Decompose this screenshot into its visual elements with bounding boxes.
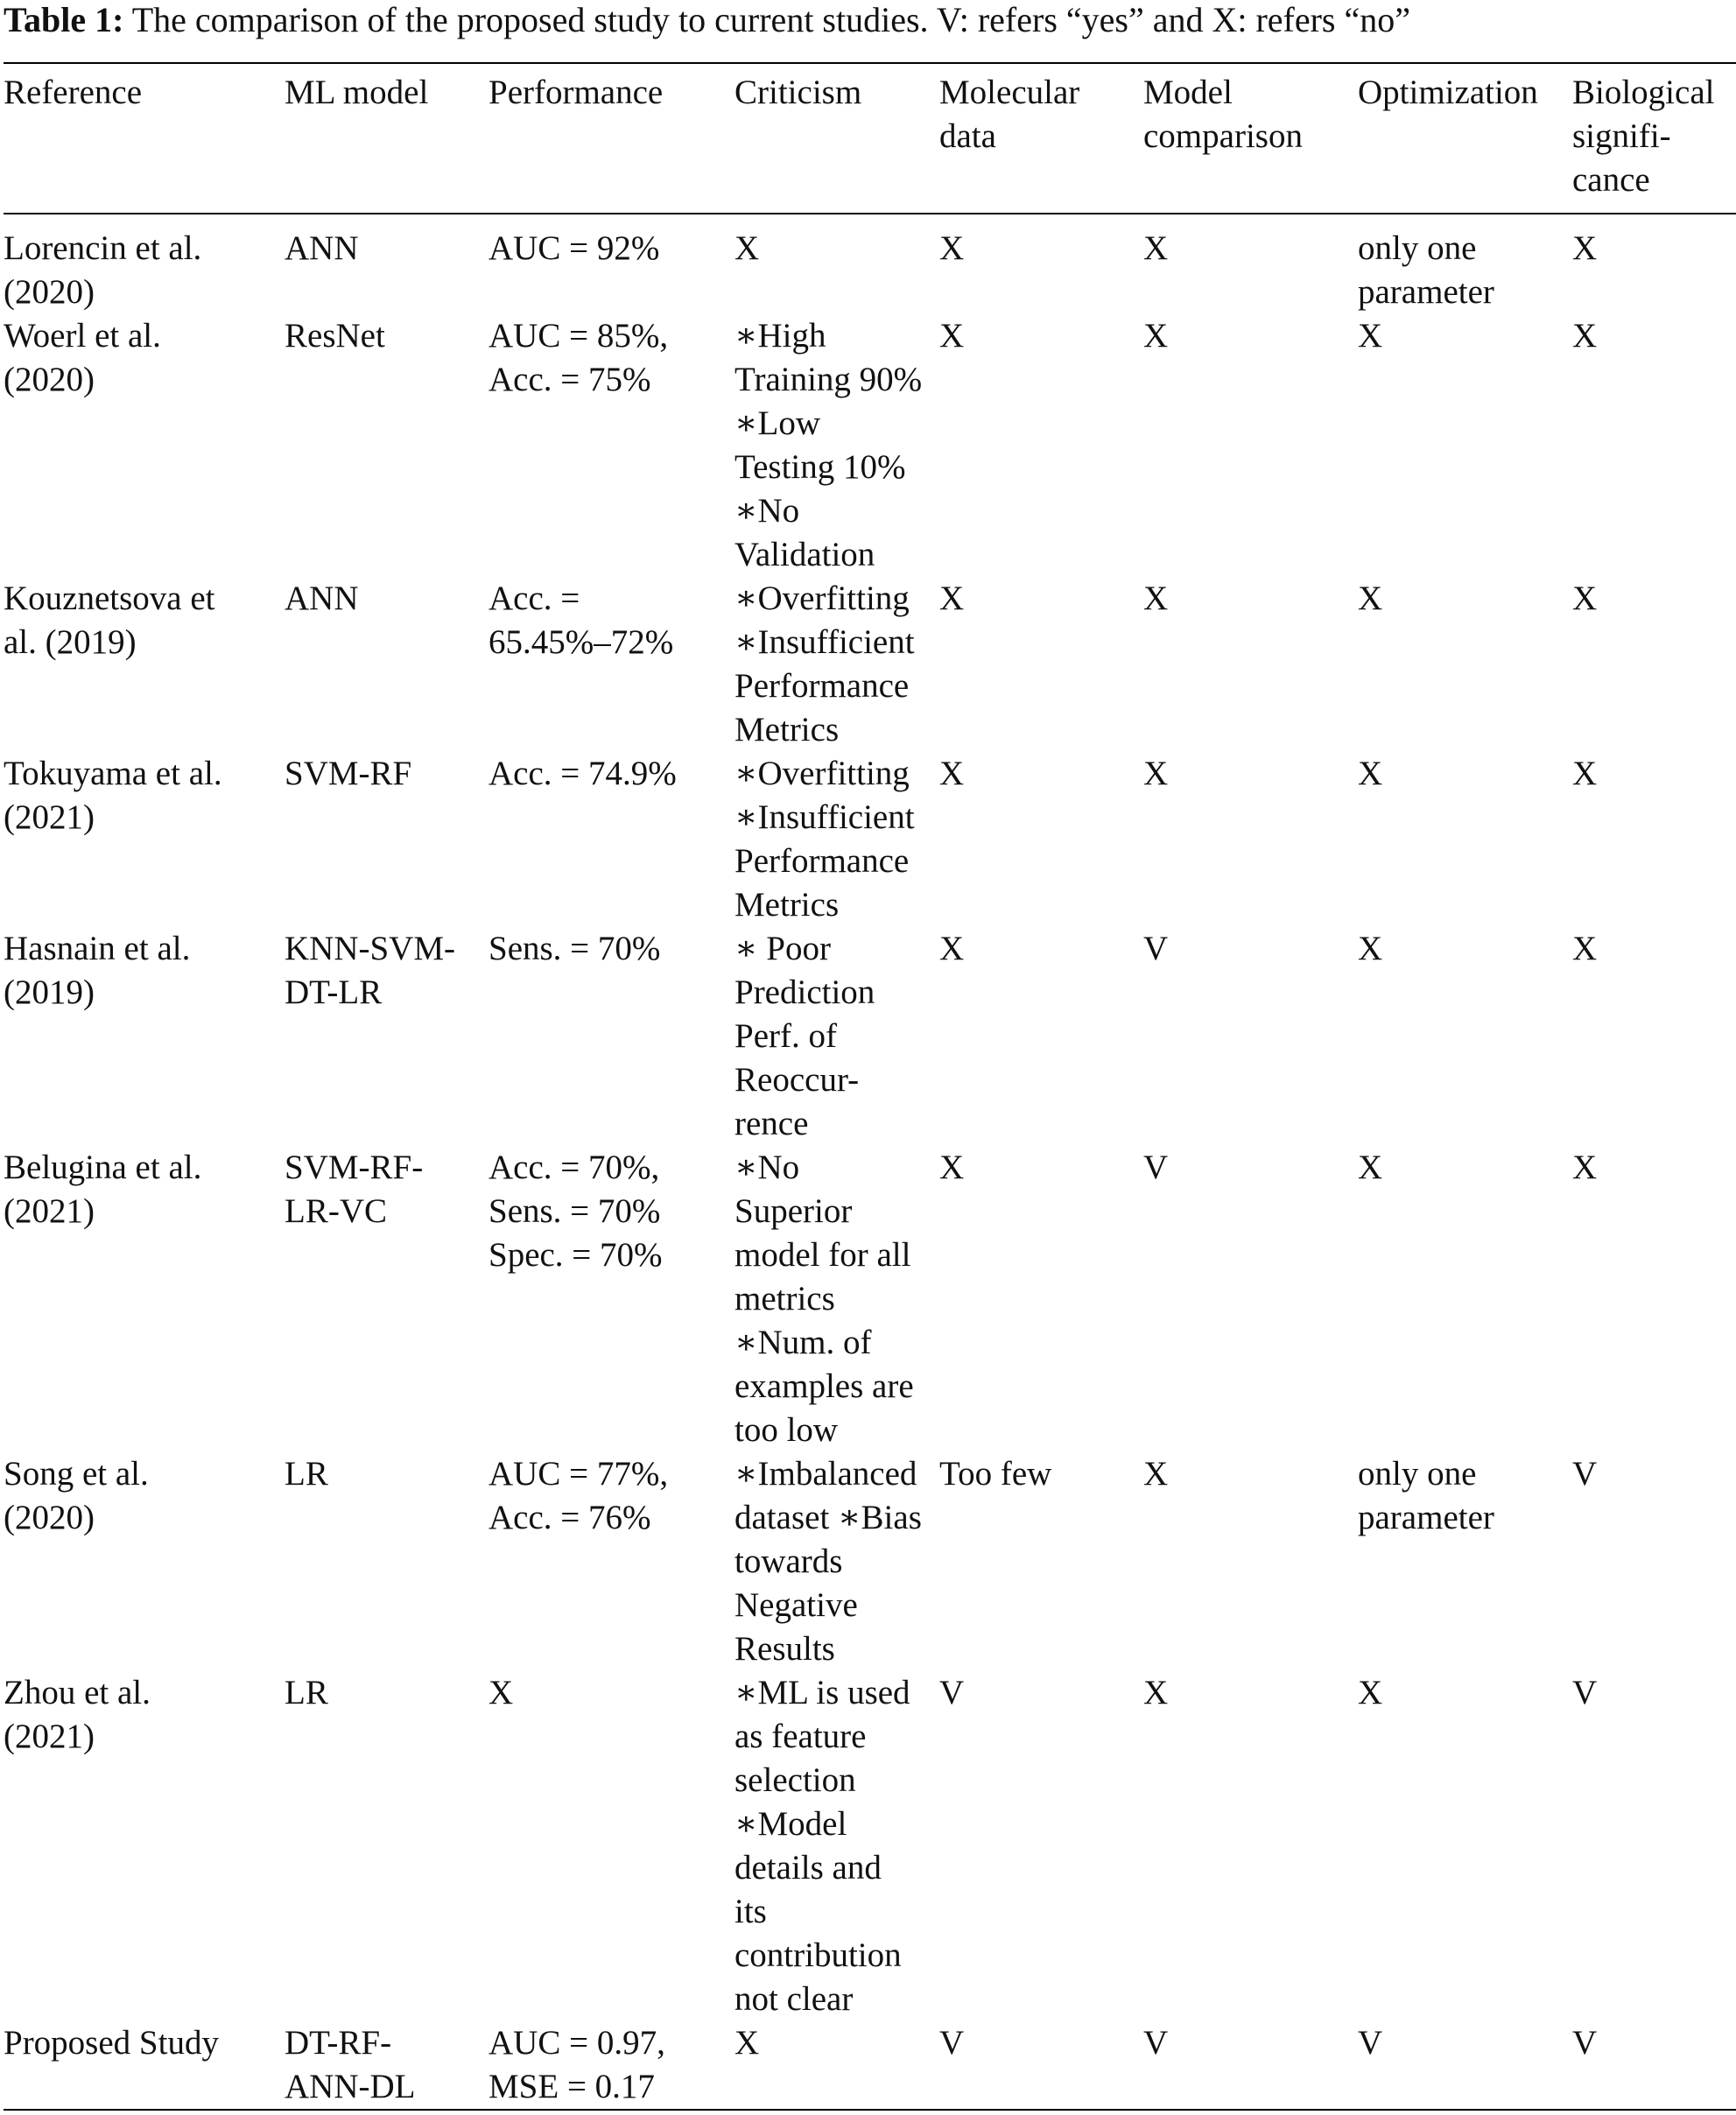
- cell-optimization-line: parameter: [1358, 273, 1494, 311]
- cell-reference: [4, 1452, 285, 1671]
- cell-reference: [4, 314, 285, 577]
- cell-optimization: [1358, 2021, 1572, 2110]
- cell-criticism-line: ∗Insufficient: [734, 798, 915, 836]
- cell-criticism-line: selection: [734, 1761, 856, 1799]
- cell-reference-line: (2019): [4, 973, 95, 1011]
- cell-optimization-line: X: [1358, 317, 1383, 355]
- cell-optimization: [1358, 752, 1572, 927]
- cell-biological-significance-line: X: [1572, 580, 1598, 617]
- cell-reference-line: Zhou et al.: [4, 1674, 151, 1711]
- cell-performance-line: AUC = 92%: [488, 229, 660, 267]
- cell-reference-line: (2020): [4, 1499, 95, 1536]
- header-model-comparison-line: Model: [1143, 74, 1233, 111]
- cell-criticism-line: too low: [734, 1411, 839, 1449]
- cell-biological-significance-line: X: [1572, 755, 1598, 792]
- cell-criticism: [734, 314, 939, 577]
- cell-reference: [4, 2021, 285, 2110]
- header-biological-significance-line: cance: [1572, 161, 1650, 199]
- header-biological-significance: [1572, 63, 1736, 214]
- cell-reference-line: (2020): [4, 361, 95, 398]
- cell-criticism-line: ∗Num. of: [734, 1324, 872, 1361]
- cell-ml-model: [285, 1452, 488, 1671]
- cell-reference-line: (2021): [4, 1718, 95, 1755]
- cell-criticism-line: ∗No: [734, 1149, 800, 1186]
- cell-criticism-line: dataset ∗Bias: [734, 1499, 922, 1536]
- header-ml-model-line: ML model: [285, 74, 429, 111]
- cell-performance-line: MSE = 0.17: [488, 2068, 655, 2105]
- cell-ml-model-line: ANN-DL: [285, 2068, 416, 2105]
- cell-molecular-data-line: X: [939, 1149, 965, 1186]
- cell-reference: [4, 577, 285, 752]
- cell-performance-line: AUC = 77%,: [488, 1455, 669, 1493]
- header-model-comparison-line: comparison: [1143, 117, 1303, 155]
- header-criticism-line: Criticism: [734, 74, 862, 111]
- cell-ml-model-line: LR-VC: [285, 1192, 387, 1230]
- cell-criticism-line: as feature: [734, 1718, 867, 1755]
- cell-ml-model-line: ResNet: [285, 317, 385, 355]
- cell-model-comparison-line: X: [1143, 580, 1169, 617]
- cell-reference-line: Proposed Study: [4, 2024, 219, 2062]
- header-reference-line: Reference: [4, 74, 143, 111]
- cell-criticism-line: ∗Model: [734, 1805, 847, 1843]
- cell-optimization-line: only one: [1358, 229, 1477, 267]
- cell-criticism-line: ∗Imbalanced: [734, 1455, 917, 1493]
- cell-criticism: [734, 752, 939, 927]
- cell-performance: [488, 1452, 734, 1671]
- cell-molecular-data: [939, 752, 1143, 927]
- cell-model-comparison: [1143, 1146, 1358, 1452]
- cell-performance: [488, 577, 734, 752]
- table-row: [4, 1146, 1736, 1452]
- cell-molecular-data: [939, 1671, 1143, 2021]
- cell-reference-line: Kouznetsova et: [4, 580, 215, 617]
- cell-biological-significance: [1572, 577, 1736, 752]
- cell-biological-significance: [1572, 927, 1736, 1146]
- table-row: [4, 927, 1736, 1146]
- cell-molecular-data-line: X: [939, 229, 965, 267]
- cell-molecular-data: [939, 1146, 1143, 1452]
- cell-performance-line: Acc. = 70%,: [488, 1149, 660, 1186]
- cell-biological-significance-line: X: [1572, 930, 1598, 967]
- cell-criticism-line: X: [734, 229, 760, 267]
- cell-criticism: [734, 927, 939, 1146]
- cell-ml-model-line: LR: [285, 1674, 328, 1711]
- cell-criticism-line: Validation: [734, 536, 875, 573]
- cell-optimization-line: X: [1358, 755, 1383, 792]
- header-molecular-data-line: Molecular: [939, 74, 1080, 111]
- cell-molecular-data: [939, 577, 1143, 752]
- cell-model-comparison: [1143, 1671, 1358, 2021]
- cell-ml-model-line: DT-LR: [285, 973, 383, 1011]
- cell-reference-line: Song et al.: [4, 1455, 149, 1493]
- cell-criticism-line: ∗ Poor: [734, 930, 831, 967]
- cell-optimization: [1358, 1671, 1572, 2021]
- cell-reference: [4, 927, 285, 1146]
- cell-ml-model-line: ANN: [285, 229, 359, 267]
- cell-molecular-data-line: V: [939, 2024, 965, 2062]
- cell-molecular-data: [939, 314, 1143, 577]
- cell-model-comparison-line: X: [1143, 317, 1169, 355]
- cell-performance-line: Acc. = 74.9%: [488, 755, 677, 792]
- cell-performance: [488, 314, 734, 577]
- table-row: [4, 577, 1736, 752]
- cell-criticism-line: ∗Low: [734, 404, 820, 442]
- cell-optimization: [1358, 1452, 1572, 1671]
- cell-criticism-line: ∗Overfitting: [734, 580, 910, 617]
- cell-biological-significance: [1572, 1146, 1736, 1452]
- cell-biological-significance-line: X: [1572, 1149, 1598, 1186]
- cell-criticism-line: rence: [734, 1105, 809, 1142]
- cell-criticism-line: model for all: [734, 1236, 911, 1274]
- table-body: [4, 214, 1736, 2110]
- cell-criticism-line: Performance: [734, 667, 910, 705]
- table-row: [4, 314, 1736, 577]
- header-molecular-data: [939, 63, 1143, 214]
- cell-reference-line: Woerl et al.: [4, 317, 161, 355]
- cell-biological-significance-line: X: [1572, 229, 1598, 267]
- cell-criticism-line: Results: [734, 1630, 835, 1668]
- cell-criticism-line: towards: [734, 1542, 843, 1580]
- cell-model-comparison-line: X: [1143, 1455, 1169, 1493]
- cell-optimization-line: only one: [1358, 1455, 1477, 1493]
- cell-ml-model: [285, 577, 488, 752]
- cell-criticism-line: ∗No: [734, 492, 800, 530]
- cell-model-comparison: [1143, 927, 1358, 1146]
- cell-criticism: [734, 214, 939, 314]
- cell-criticism-line: ∗Insufficient: [734, 623, 915, 661]
- header-optimization: [1358, 63, 1572, 214]
- table-header-row: [4, 63, 1736, 214]
- cell-model-comparison-line: X: [1143, 229, 1169, 267]
- cell-optimization: [1358, 577, 1572, 752]
- cell-biological-significance-line: X: [1572, 317, 1598, 355]
- cell-criticism-line: X: [734, 2024, 760, 2062]
- cell-criticism-line: its: [734, 1893, 767, 1930]
- cell-model-comparison: [1143, 1452, 1358, 1671]
- cell-performance-line: Sens. = 70%: [488, 930, 661, 967]
- cell-criticism-line: details and: [734, 1849, 882, 1887]
- cell-reference-line: Tokuyama et al.: [4, 755, 222, 792]
- cell-ml-model: [285, 2021, 488, 2110]
- cell-model-comparison: [1143, 214, 1358, 314]
- header-reference: [4, 63, 285, 214]
- cell-criticism-line: ∗Overfitting: [734, 755, 910, 792]
- cell-reference-line: (2021): [4, 1192, 95, 1230]
- cell-ml-model: [285, 214, 488, 314]
- cell-criticism-line: Metrics: [734, 886, 840, 924]
- cell-criticism: [734, 1671, 939, 2021]
- cell-model-comparison-line: X: [1143, 1674, 1169, 1711]
- cell-biological-significance: [1572, 752, 1736, 927]
- cell-biological-significance: [1572, 2021, 1736, 2110]
- cell-biological-significance-line: V: [1572, 1455, 1598, 1493]
- cell-ml-model: [285, 752, 488, 927]
- table-row: [4, 2021, 1736, 2110]
- cell-model-comparison-line: V: [1143, 930, 1169, 967]
- cell-optimization-line: X: [1358, 930, 1383, 967]
- cell-model-comparison: [1143, 577, 1358, 752]
- cell-criticism-line: ∗ML is used: [734, 1674, 910, 1711]
- cell-criticism-line: Superior: [734, 1192, 853, 1230]
- cell-biological-significance-line: V: [1572, 1674, 1598, 1711]
- cell-performance-line: Acc. = 75%: [488, 361, 651, 398]
- cell-reference-line: (2020): [4, 273, 95, 311]
- cell-criticism: [734, 1146, 939, 1452]
- cell-ml-model: [285, 314, 488, 577]
- cell-model-comparison-line: V: [1143, 2024, 1169, 2062]
- cell-molecular-data-line: X: [939, 317, 965, 355]
- cell-reference: [4, 214, 285, 314]
- cell-criticism-line: Negative: [734, 1586, 858, 1624]
- comparison-table: [4, 62, 1736, 2111]
- header-ml-model: [285, 63, 488, 214]
- cell-optimization-line: X: [1358, 1149, 1383, 1186]
- header-molecular-data-line: data: [939, 117, 996, 155]
- cell-criticism: [734, 577, 939, 752]
- cell-molecular-data: [939, 214, 1143, 314]
- cell-ml-model-line: LR: [285, 1455, 328, 1493]
- cell-performance: [488, 1146, 734, 1452]
- cell-ml-model-line: SVM-RF: [285, 755, 412, 792]
- table-caption-text: The comparison of the proposed study to current studies. V: refers “yes” and X: refers “no”: [131, 0, 1411, 39]
- cell-biological-significance-line: V: [1572, 2024, 1598, 2062]
- cell-molecular-data-line: V: [939, 1674, 965, 1711]
- cell-criticism-line: not clear: [734, 1980, 854, 2018]
- cell-molecular-data: [939, 927, 1143, 1146]
- cell-molecular-data-line: X: [939, 930, 965, 967]
- cell-model-comparison-line: V: [1143, 1149, 1169, 1186]
- header-biological-significance-line: signifi-: [1572, 117, 1671, 155]
- cell-criticism-line: Reoccur-: [734, 1061, 860, 1099]
- cell-reference-line: Hasnain et al.: [4, 930, 191, 967]
- cell-molecular-data: [939, 1452, 1143, 1671]
- cell-reference: [4, 1146, 285, 1452]
- cell-performance: [488, 214, 734, 314]
- cell-optimization-line: V: [1358, 2024, 1383, 2062]
- cell-optimization: [1358, 214, 1572, 314]
- table-row: [4, 752, 1736, 927]
- cell-reference-line: Lorencin et al.: [4, 229, 202, 267]
- cell-optimization-line: X: [1358, 1674, 1383, 1711]
- cell-performance-line: AUC = 0.97,: [488, 2024, 665, 2062]
- cell-performance-line: X: [488, 1674, 514, 1711]
- cell-reference: [4, 752, 285, 927]
- cell-criticism: [734, 2021, 939, 2110]
- cell-criticism-line: metrics: [734, 1280, 835, 1317]
- cell-criticism-line: Testing 10%: [734, 448, 906, 486]
- cell-ml-model: [285, 1146, 488, 1452]
- table-row: [4, 1671, 1736, 2021]
- cell-performance-line: Acc. =: [488, 580, 580, 617]
- cell-criticism-line: Training 90%: [734, 361, 923, 398]
- cell-ml-model: [285, 927, 488, 1146]
- cell-model-comparison: [1143, 314, 1358, 577]
- cell-criticism-line: contribution: [734, 1936, 902, 1974]
- cell-biological-significance: [1572, 214, 1736, 314]
- cell-molecular-data-line: Too few: [939, 1455, 1052, 1493]
- cell-biological-significance: [1572, 1671, 1736, 2021]
- cell-criticism-line: Prediction: [734, 973, 875, 1011]
- cell-performance-line: Sens. = 70%: [488, 1192, 661, 1230]
- cell-reference-line: Belugina et al.: [4, 1149, 202, 1186]
- table-row: [4, 1452, 1736, 1671]
- cell-reference-line: (2021): [4, 798, 95, 836]
- cell-optimization-line: parameter: [1358, 1499, 1494, 1536]
- cell-performance-line: AUC = 85%,: [488, 317, 669, 355]
- cell-optimization: [1358, 927, 1572, 1146]
- cell-ml-model-line: DT-RF-: [285, 2024, 392, 2062]
- cell-reference-line: al. (2019): [4, 623, 137, 661]
- table-caption-label: Table 1:: [4, 0, 124, 39]
- cell-performance-line: 65.45%–72%: [488, 623, 674, 661]
- cell-performance-line: Spec. = 70%: [488, 1236, 663, 1274]
- cell-criticism-line: Perf. of: [734, 1017, 837, 1055]
- cell-criticism-line: Performance: [734, 842, 910, 880]
- cell-optimization: [1358, 314, 1572, 577]
- cell-ml-model-line: ANN: [285, 580, 359, 617]
- table-row: [4, 214, 1736, 314]
- cell-performance: [488, 1671, 734, 2021]
- cell-reference: [4, 1671, 285, 2021]
- cell-molecular-data-line: X: [939, 580, 965, 617]
- cell-performance: [488, 2021, 734, 2110]
- cell-criticism-line: Metrics: [734, 711, 840, 748]
- cell-optimization: [1358, 1146, 1572, 1452]
- header-model-comparison: [1143, 63, 1358, 214]
- cell-performance: [488, 927, 734, 1146]
- header-criticism: [734, 63, 939, 214]
- cell-ml-model: [285, 1671, 488, 2021]
- cell-criticism-line: examples are: [734, 1367, 914, 1405]
- cell-molecular-data: [939, 2021, 1143, 2110]
- header-biological-significance-line: Biological: [1572, 74, 1715, 111]
- cell-performance: [488, 752, 734, 927]
- cell-biological-significance: [1572, 1452, 1736, 1671]
- header-performance-line: Performance: [488, 74, 664, 111]
- header-performance: [488, 63, 734, 214]
- cell-criticism: [734, 1452, 939, 1671]
- cell-criticism-line: ∗High: [734, 317, 826, 355]
- cell-ml-model-line: SVM-RF-: [285, 1149, 424, 1186]
- cell-molecular-data-line: X: [939, 755, 965, 792]
- cell-optimization-line: X: [1358, 580, 1383, 617]
- cell-biological-significance: [1572, 314, 1736, 577]
- cell-model-comparison: [1143, 752, 1358, 927]
- table-caption: [4, 0, 1410, 40]
- cell-model-comparison-line: X: [1143, 755, 1169, 792]
- cell-model-comparison: [1143, 2021, 1358, 2110]
- cell-performance-line: Acc. = 76%: [488, 1499, 651, 1536]
- header-optimization-line: Optimization: [1358, 74, 1538, 111]
- cell-ml-model-line: KNN-SVM-: [285, 930, 455, 967]
